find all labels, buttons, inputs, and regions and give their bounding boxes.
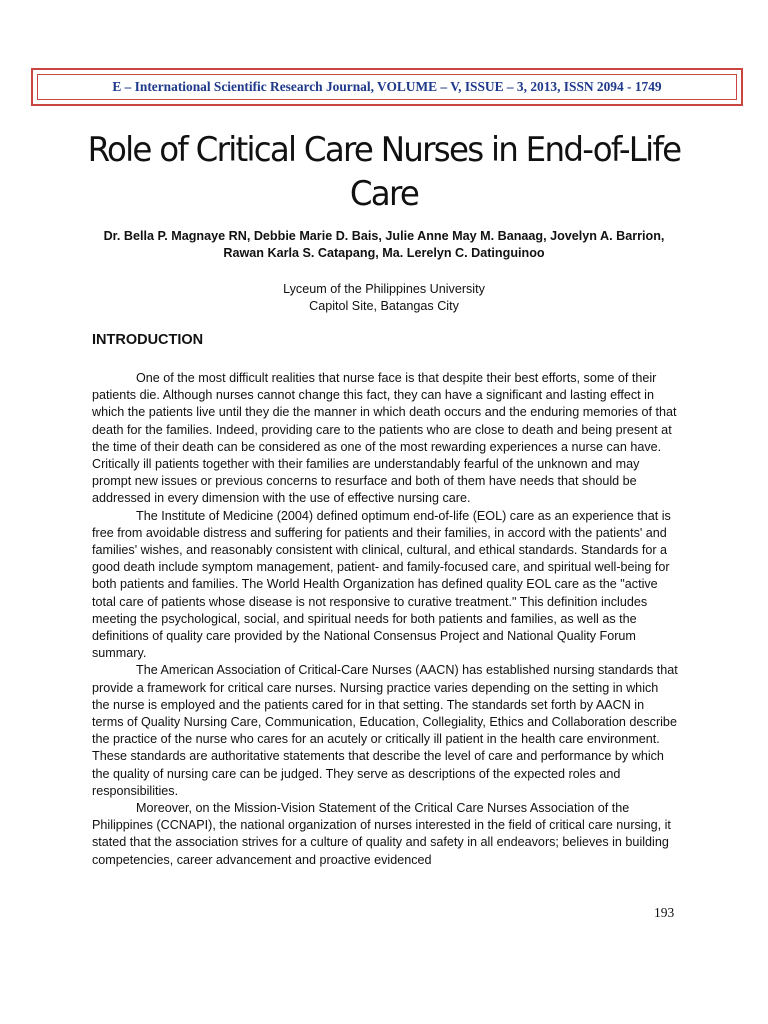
authors-line-1: Dr. Bella P. Magnaye RN, Debbie Marie D. Bais, Julie Anne May M. Banaag, Jovelyn A. Barrion,: [103, 229, 665, 243]
page-number: 193: [654, 905, 675, 920]
affiliation: [100, 281, 668, 315]
paragraph: One of the most difficult realities that nurse face is that despite their best efforts, some of their patients die. Although nurses cannot change this fact, they can have a significant and lasting effect in which the patients live until they die the manner in which death occurs and the enduring memories of that death for the families. Indeed, providing care to the patients who are close to death and being present at the time of their death can be considered as one of the most rewarding experiences a nurse can have. Critically ill patients together with their families are understandably fearful of the unknown and may prompt new issues or previous concerns to resurface and both of them have needs that should be addressed in every dimension with the use of effective nursing care.: [92, 371, 677, 506]
section-heading: INTRODUCTION: [92, 332, 204, 348]
journal-header-box: [31, 68, 743, 106]
authors-line-2: Rawan Karla S. Catapang, Ma. Lerelyn C. Datinguinoo: [223, 246, 545, 260]
paragraph: The American Association of Critical-Care Nurses (AACN) has established nursing standards that provide a framework for critical care nurses. Nursing practice varies depending on the setting in which the nurse is employed and the patients cared for in that setting. The standards set forth by AACN in terms of Quality Nursing Care, Communication, Education, Collegiality, Ethics and Collaboration describe the practice of the nurse who cares for an acutely or critically ill patient in the health care environment. These standards are authoritative statements that describe the level of care and performance by which the quality of nursing care can be judged. They serve as descriptions of the expected roles and responsibilities.: [92, 663, 678, 798]
article-body: [92, 370, 678, 869]
article-title: [70, 128, 699, 216]
paragraph: Moreover, on the Mission-Vision Statement of the Critical Care Nurses Association of the Philippines (CCNAPI), the national organization of nurses interested in the field of critical care nursing, it stated that the association strives for a culture of quality and safety in all endeavors; believes in building competencies, career advancement and proactive evidenced: [92, 801, 671, 867]
journal-citation: E – International Scientific Research Journal, VOLUME – V, ISSUE – 3, 2013, ISSN 2094 - 1749: [112, 79, 662, 94]
title-line-1: Role of Critical Care Nurses in End-of-Life: [87, 130, 681, 169]
paragraph: The Institute of Medicine (2004) defined optimum end-of-life (EOL) care as an experience that is free from avoidable distress and suffering for patients and their families, in accord with the patients' and families' wishes, and reasonably consistent with clinical, cultural, and ethical standards. Standards for a good death include symptom management, patient- and family-focused care, and spiritual well-being for both patients and families. The World Health Organization has defined quality EOL care as the "active total care of patients whose disease is not responsive to curative treatment." This definition includes meeting the psychological, social, and spiritual needs for both patients and families, as well as the definitions of quality care provided by the National Consensus Project and National Quality Forum summary.: [92, 508, 671, 661]
affiliation-line-1: Lyceum of the Philippines University: [283, 282, 485, 296]
author-list: [70, 228, 698, 262]
affiliation-line-2: Capitol Site, Batangas City: [309, 299, 459, 313]
title-line-2: Care: [349, 174, 419, 213]
journal-header-inner: [37, 74, 737, 100]
